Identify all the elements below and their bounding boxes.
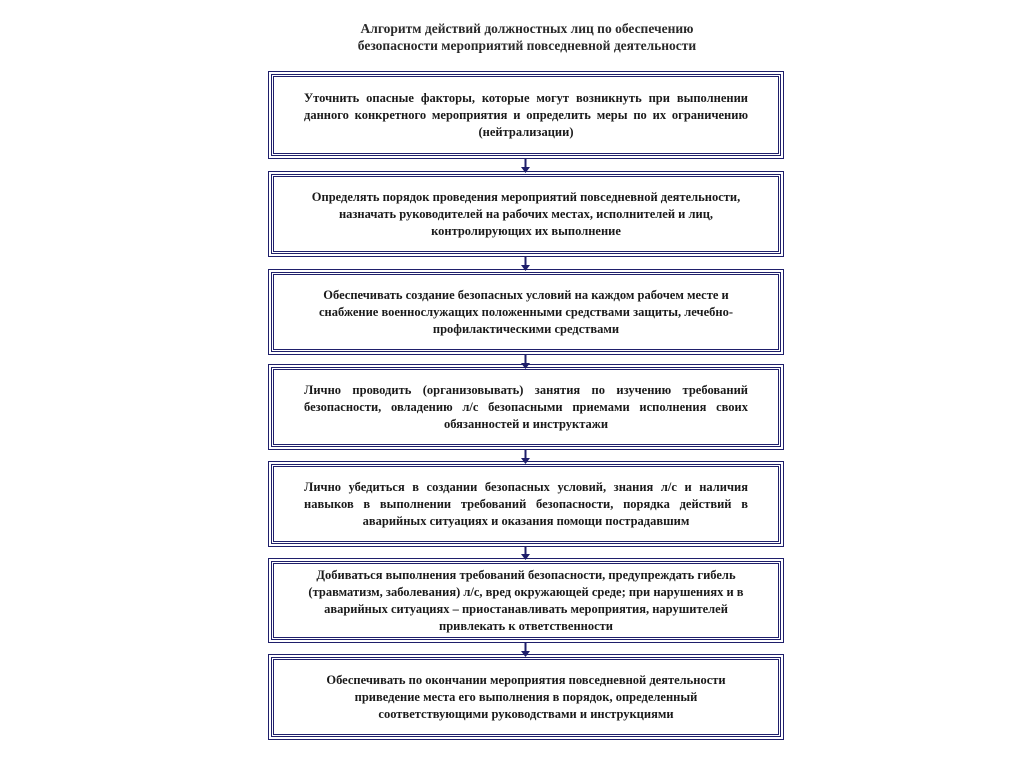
title-line-2: безопасности мероприятий повседневной деятельности: [357, 38, 697, 53]
step-box-7: [271, 657, 781, 737]
step-text-1: Уточнить опасные факторы, которые могут возникнуть при выполнении данного конкретного мероприятия и определить меры по их ограничению (нейтрализации): [304, 90, 748, 139]
step-text-3: Обеспечивать создание безопасных условий на каждом рабочем месте и снабжение военнослужащих положенными средствами защиты, лечебно-профилактическими средствами: [319, 287, 733, 336]
arrow-2-to-3: [520, 257, 531, 271]
step-box-5: [271, 464, 781, 544]
arrow-5-to-6: [520, 546, 531, 560]
step-text-4: Лично проводить (организовывать) занятия по изучению требований безопасности, овладению л/с безопасными приемами исполнения своих обязанностей и инструктажи: [304, 382, 748, 431]
step-text-6: Добиваться выполнения требований безопасности, предупреждать гибель (травматизм, заболевания) л/с, вред окружающей среде; при нарушениях и в аварийных ситуациях – приостанавливать мероприятия, нарушителей привлекать к ответственности: [308, 567, 744, 633]
step-box-4: [271, 367, 781, 447]
step-text-5: Лично убедиться в создании безопасных условий, знания л/с и наличия навыков в выполнении требований безопасности, порядка действий в аварийных ситуациях и оказания помощи пострадавшим: [304, 479, 748, 528]
step-box-2: [271, 174, 781, 254]
step-box-6: [271, 561, 781, 640]
title-line-1: Алгоритм действий должностных лиц по обеспечению: [360, 21, 694, 36]
arrow-4-to-5: [520, 450, 531, 464]
step-box-3: [271, 272, 781, 352]
step-box-1: [271, 74, 781, 156]
arrow-1-to-2: [520, 159, 531, 173]
arrow-6-to-7: [520, 643, 531, 657]
step-text-7: Обеспечивать по окончании мероприятия повседневной деятельности приведение места его выполнения в порядок, определенный соответствующими руководствами и инструкциями: [326, 672, 726, 721]
diagram-title: [272, 20, 782, 54]
step-text-2: Определять порядок проведения мероприятий повседневной деятельности, назначать руководителей на рабочих местах, исполнителей и лиц, контролирующих их выполнение: [311, 189, 741, 238]
